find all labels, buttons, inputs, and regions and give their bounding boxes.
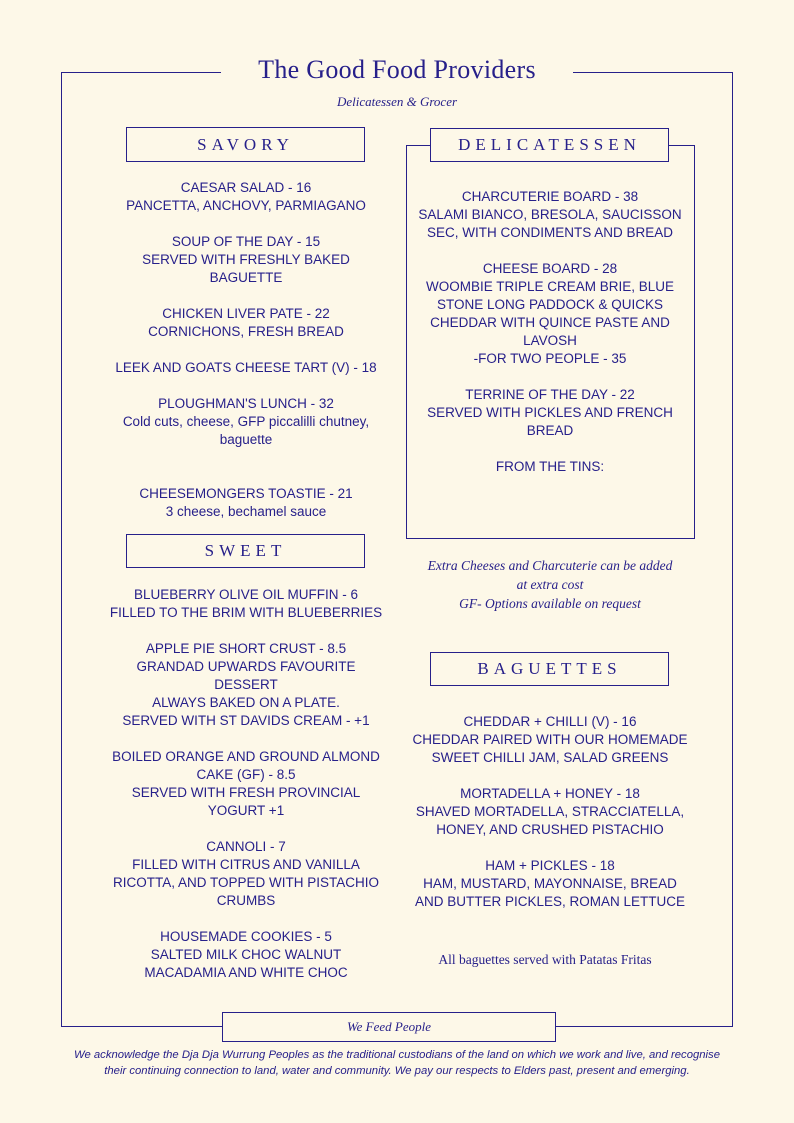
menu-item: [86, 640, 406, 730]
menu-item-name: LEEK AND GOATS CHEESE TART (V) - 18: [115, 360, 377, 375]
menu-item-desc: SERVED WITH PICKLES AND FRENCH BREAD: [427, 405, 673, 438]
menu-item-name: HOUSEMADE COOKIES - 5: [160, 929, 332, 944]
menu-item-name: HAM + PICKLES - 18: [485, 858, 615, 873]
menu-item: [86, 395, 406, 449]
deli-box-right: [694, 145, 695, 539]
delicatessen-note: Extra Cheeses and Charcuterie can be added at extra cost GF- Options available on request: [427, 558, 673, 611]
sweet-heading: SWEET: [126, 534, 365, 568]
menu-item-name: CHEDDAR + CHILLI (V) - 16: [463, 714, 637, 729]
menu-item: [86, 305, 406, 341]
menu-item-name: PLOUGHMAN'S LUNCH - 32: [158, 396, 334, 411]
menu-item-name: CAESAR SALAD - 16: [180, 180, 312, 195]
menu-item-desc: Cold cuts, cheese, GFP piccalilli chutney, baguette: [122, 414, 370, 447]
menu-item: [86, 586, 406, 622]
menu-item-desc: HAM, MUSTARD, MAYONNAISE, BREAD AND BUTTER PICKLES, ROMAN LETTUCE: [414, 876, 686, 909]
baguettes-list: [395, 713, 705, 929]
menu-item-desc: FILLED WITH CITRUS AND VANILLA RICOTTA, AND TOPPED WITH PISTACHIO CRUMBS: [112, 857, 380, 908]
restaurant-title: The Good Food Providers: [258, 55, 536, 84]
menu-item-name: BLUEBERRY OLIVE OIL MUFFIN - 6: [133, 587, 359, 602]
baguettes-heading: BAGUETTES: [430, 652, 669, 686]
menu-item-name: FROM THE TINS:: [495, 459, 605, 474]
frame-bottom-left: [61, 1026, 223, 1027]
menu-item-desc: SALTED MILK CHOC WALNUT MACADAMIA AND WHITE CHOC: [144, 947, 348, 980]
menu-item-name: APPLE PIE SHORT CRUST - 8.5: [145, 641, 347, 656]
menu-item: [86, 233, 406, 287]
deli-box-top-right: [668, 145, 695, 146]
frame-bottom-right: [555, 1026, 733, 1027]
menu-item: [412, 458, 688, 476]
frame-right: [732, 72, 733, 1027]
delicatessen-heading: DELICATESSEN: [430, 128, 669, 162]
menu-item-desc: SALAMI BIANCO, BRESOLA, SAUCISSON SEC, WITH CONDIMENTS AND BREAD: [418, 207, 682, 240]
menu-item-desc: FILLED TO THE BRIM WITH BLUEBERRIES: [109, 605, 383, 620]
menu-item-desc: CORNICHONS, FRESH BREAD: [148, 324, 344, 339]
menu-item-name: MORTADELLA + HONEY - 18: [460, 786, 640, 801]
menu-item: [86, 179, 406, 215]
baguettes-note: All baguettes served with Patatas Fritas: [438, 952, 652, 967]
menu-item-name: CHARCUTERIE BOARD - 38: [461, 189, 639, 204]
menu-item-desc: SERVED WITH FRESHLY BAKED BAGUETTE: [142, 252, 350, 285]
menu-item: [86, 928, 406, 982]
menu-item-desc: WOOMBIE TRIPLE CREAM BRIE, BLUE STONE LONG PADDOCK & QUICKS CHEDDAR WITH QUINCE PASTE AND LAVOSH -FOR TWO PEOPLE - 35: [425, 279, 675, 366]
deli-box-top-left: [406, 145, 431, 146]
menu-item: [395, 713, 705, 767]
sweet-list: [86, 586, 406, 1000]
menu-item: [412, 260, 688, 368]
menu-item-desc: PANCETTA, ANCHOVY, PARMIAGANO: [126, 198, 366, 213]
menu-item: [86, 485, 406, 521]
acknowledgement-text: We acknowledge the Dja Dja Wurrung Peoples as the traditional custodians of the land on which we work and live, and recognise their continuing connection to land, water and community. We pay our respects to Elders past, present and emerging.: [74, 1049, 720, 1077]
menu-item-name: CANNOLI - 7: [206, 839, 286, 854]
menu-item: [395, 857, 705, 911]
menu-item: [86, 838, 406, 910]
menu-item-name: CHICKEN LIVER PATE - 22: [162, 306, 330, 321]
menu-item-name: CHEESEMONGERS TOASTIE - 21: [139, 486, 353, 501]
menu-item: [86, 359, 406, 377]
deli-box-left: [406, 145, 407, 539]
menu-item-name: TERRINE OF THE DAY - 22: [465, 387, 635, 402]
menu-item: [395, 785, 705, 839]
footer-tagline: We Feed People: [222, 1012, 556, 1042]
menu-item-desc: 3 cheese, bechamel sauce: [165, 504, 327, 519]
menu-item-name: CHEESE BOARD - 28: [482, 261, 618, 276]
menu-item: [86, 748, 406, 820]
menu-item: [412, 188, 688, 242]
delicatessen-list: [412, 188, 688, 494]
menu-item: [412, 386, 688, 440]
menu-item-desc: CHEDDAR PAIRED WITH OUR HOMEMADE SWEET CHILLI JAM, SALAD GREENS: [412, 732, 688, 765]
frame-left: [61, 72, 62, 1027]
savory-heading: SAVORY: [126, 127, 365, 162]
menu-item-name: SOUP OF THE DAY - 15: [171, 234, 321, 249]
menu-item-desc: GRANDAD UPWARDS FAVOURITE DESSERT ALWAYS BAKED ON A PLATE. SERVED WITH ST DAVIDS CREAM - +1: [122, 659, 370, 728]
menu-item-desc: SERVED WITH FRESH PROVINCIAL YOGURT +1: [131, 785, 361, 818]
menu-item-desc: SHAVED MORTADELLA, STRACCIATELLA, HONEY, AND CRUSHED PISTACHIO: [415, 804, 685, 837]
menu-item-name: BOILED ORANGE AND GROUND ALMOND CAKE (GF) - 8.5: [112, 749, 380, 782]
savory-list: [86, 179, 406, 539]
restaurant-subtitle: Delicatessen & Grocer: [336, 94, 458, 109]
deli-box-bottom: [406, 538, 695, 539]
